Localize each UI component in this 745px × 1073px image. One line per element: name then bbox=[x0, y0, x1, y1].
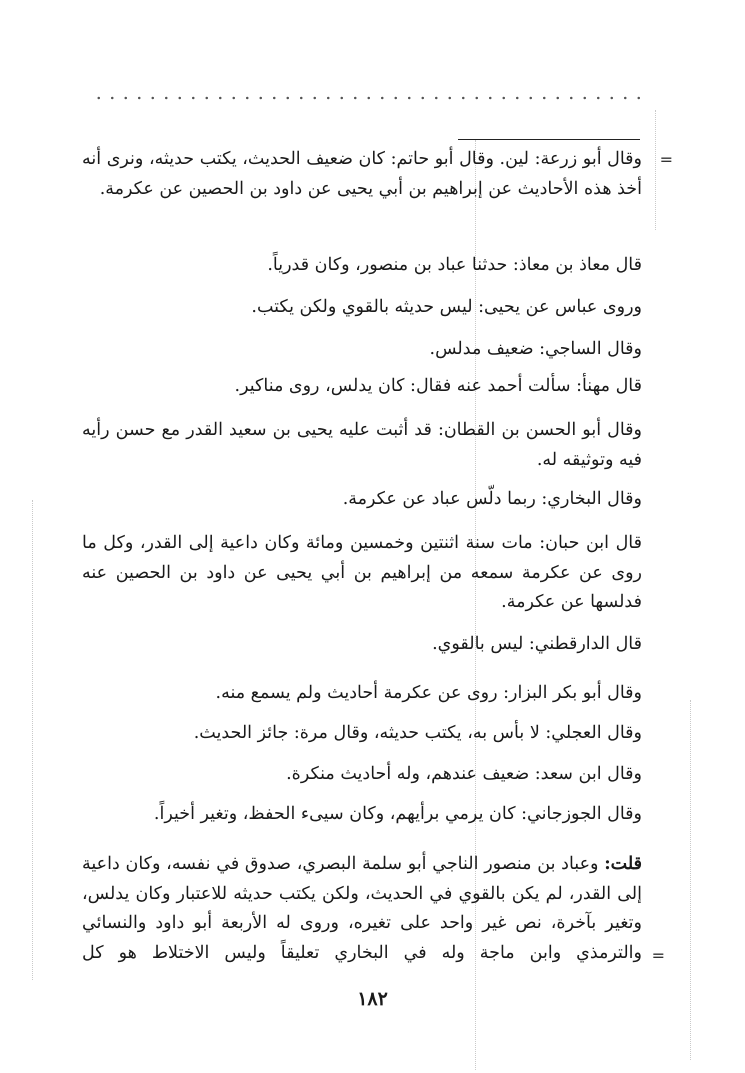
conclusion-block bbox=[82, 850, 642, 968]
paragraph: قال مهنأ: سألت أحمد عنه فقال: كان يدلس، روى مناكير. bbox=[234, 376, 642, 396]
margin-mark-bottom: = bbox=[651, 946, 665, 965]
text-block-4 bbox=[82, 335, 642, 365]
text-block-2 bbox=[82, 251, 642, 281]
page-number: ١٨٢ bbox=[357, 988, 388, 1010]
text-block-9 bbox=[82, 630, 642, 660]
scan-artifact-line bbox=[32, 500, 33, 980]
text-block-12 bbox=[82, 760, 642, 790]
text-block-5 bbox=[82, 372, 642, 402]
conclusion-lead: قلت: bbox=[604, 854, 642, 874]
paragraph: قال ابن حبان: مات سنة اثنتين وخمسين ومائة وكان داعية إلى القدر، وكل ما روى عن عكرمة سمعه من إبراهيم بن أبي يحيى عن داود بن الحصين عنه فدلسها عن عكرمة. bbox=[82, 533, 642, 612]
paragraph: وقال أبو بكر البزار: روى عن عكرمة أحاديث ولم يسمع منه. bbox=[215, 683, 642, 703]
paragraph: قال الدارقطني: ليس بالقوي. bbox=[432, 634, 642, 654]
dotted-separator bbox=[92, 96, 642, 100]
paragraph: قال معاذ بن معاذ: حدثنا عباد بن منصور، وكان قدرياً. bbox=[267, 255, 642, 275]
paragraph: وقال الساجي: ضعيف مدلس. bbox=[429, 339, 642, 359]
text-block-3 bbox=[82, 293, 642, 323]
paragraph: وقال البخاري: ربما دلّس عباد عن عكرمة. bbox=[342, 489, 642, 509]
scan-artifact-line bbox=[655, 110, 656, 230]
text-block-7 bbox=[82, 485, 642, 515]
paragraph: وقال ابن سعد: ضعيف عندهم، وله أحاديث منكرة. bbox=[286, 764, 642, 784]
conclusion-paragraph bbox=[82, 850, 642, 968]
conclusion-text: وعباد بن منصور الناجي أبو سلمة البصري، صدوق في نفسه، وكان داعية إلى القدر، لم يكن بالقوي في الحديث، ولكن يكتب حديثه للاعتبار وكان يدلس، وتغير بآخرة، نص غير واحد على تغيره، وروى له الأربعة أبو داود والنسائي والترمذي وابن ماجة وله في البخاري تعليقاً وليس الاختلاط هو كل bbox=[82, 854, 642, 963]
text-block-6 bbox=[82, 416, 642, 475]
paragraph: وروى عباس عن يحيى: ليس حديثه بالقوي ولكن يكتب. bbox=[251, 297, 642, 317]
text-block-13 bbox=[82, 800, 642, 830]
paragraph: وقال الجوزجاني: كان يرمي برأيهم، وكان سيىء الحفظ، وتغير أخيراً. bbox=[153, 804, 642, 824]
paragraph: وقال أبو الحسن بن القطان: قد أثبت عليه يحيى بن سعيد القدر مع حسن رأيه فيه وتوثيقه له. bbox=[82, 420, 642, 470]
text-block-10 bbox=[82, 679, 642, 709]
text-block-11 bbox=[82, 719, 642, 749]
paragraph: وقال العجلي: لا بأس به، يكتب حديثه، وقال مرة: جائز الحديث. bbox=[193, 723, 642, 743]
margin-mark-top: = bbox=[659, 150, 673, 169]
text-block-1 bbox=[82, 145, 642, 204]
text-block-8 bbox=[82, 529, 642, 618]
paragraph: وقال أبو زرعة: لين. وقال أبو حاتم: كان ضعيف الحديث، يكتب حديثه، ونرى أنه أخذ هذه الأحاديث عن إبراهيم بن أبي يحيى عن داود بن الحصين عن عكرمة. bbox=[82, 149, 642, 199]
footnote-rule bbox=[458, 139, 640, 140]
